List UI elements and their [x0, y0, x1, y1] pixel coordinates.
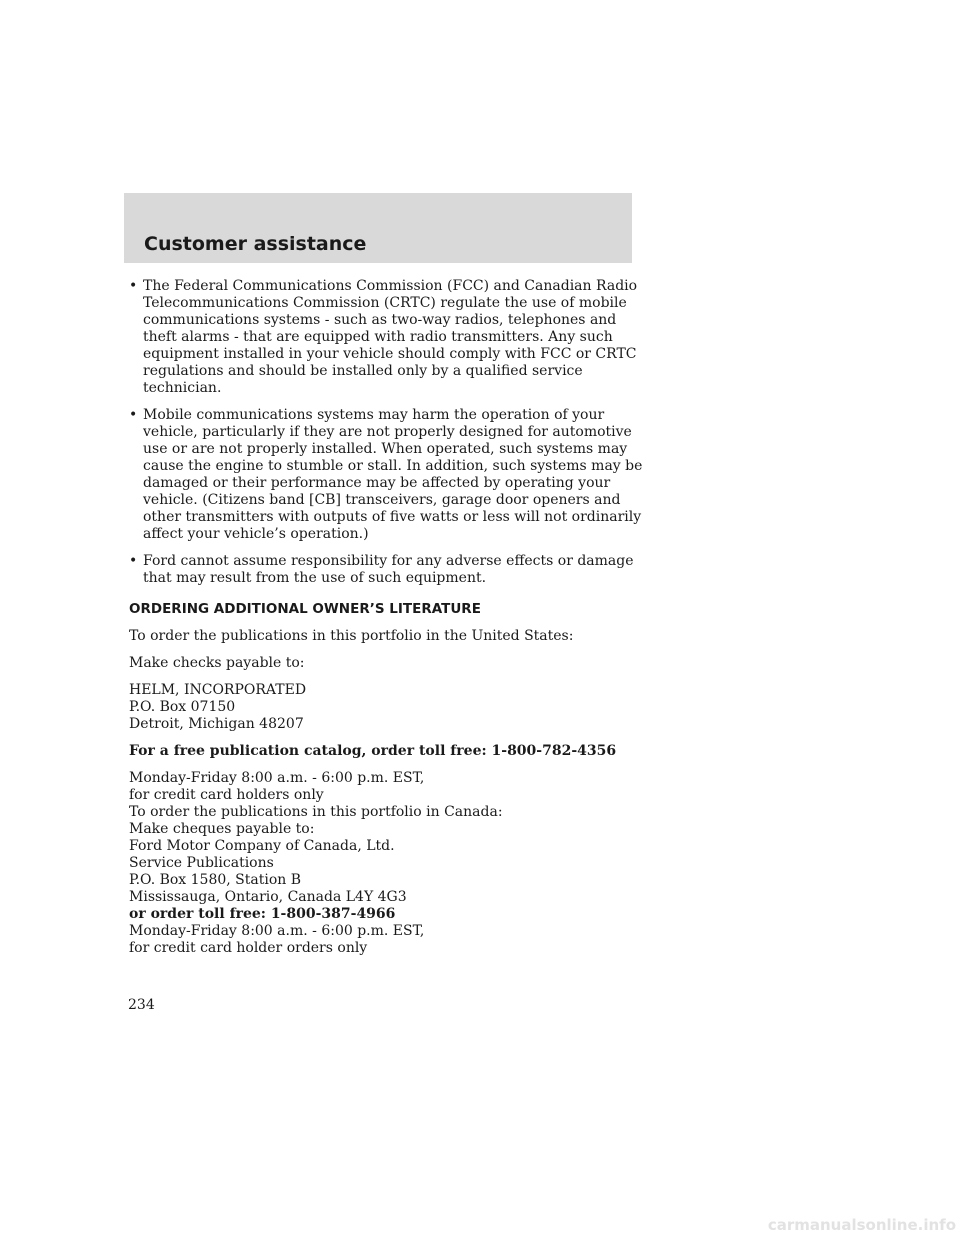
bullet-item: [129, 407, 649, 543]
page-number: 234: [128, 997, 155, 1013]
text-line: Mississauga, Ontario, Canada L4Y 4G3: [129, 889, 407, 905]
text-line: vehicle. (Citizens band [CB] transceivers, garage door openers and: [143, 492, 621, 508]
text-line: Monday-Friday 8:00 a.m. - 6:00 p.m. EST,: [129, 923, 425, 939]
address-line: HELM, INCORPORATED: [129, 682, 307, 698]
text-line: vehicle, particularly if they are not properly designed for automotive: [143, 424, 632, 440]
text-line: damaged or their performance may be affected by operating your: [143, 475, 611, 491]
text-line: The Federal Communications Commission (FCC) and Canadian Radio: [143, 278, 638, 294]
bullet-text: [143, 553, 649, 587]
text-line: Mobile communications systems may harm the operation of your: [143, 407, 605, 423]
text-line: P.O. Box 1580, Station B: [129, 872, 302, 888]
canada-ordering-block: [129, 770, 649, 957]
bullet-text: [143, 407, 649, 543]
text-line: communications systems - such as two-way radios, telephones and: [143, 312, 617, 328]
bullet-item: [129, 553, 649, 587]
canada-phone-line: or order toll free: 1-800-387-4966: [129, 906, 396, 922]
page-title: Customer assistance: [144, 233, 367, 255]
bullet-text: [143, 278, 649, 397]
text-line: theft alarms - that are equipped with radio transmitters. Any such: [143, 329, 613, 345]
section-header-band: [124, 193, 632, 263]
address-line: Detroit, Michigan 48207: [129, 716, 304, 732]
us-address: [129, 682, 649, 733]
text-line: Service Publications: [129, 855, 274, 871]
text-line: that may result from the use of such equipment.: [143, 570, 487, 586]
text-line: regulations and should be installed only by a qualified service: [143, 363, 583, 379]
text-line: Ford cannot assume responsibility for any adverse effects or damage: [143, 553, 634, 569]
text-line: affect your vehicle’s operation.): [143, 526, 369, 542]
text-line: cause the engine to stumble or stall. In addition, such systems may be: [143, 458, 643, 474]
text-line: Telecommunications Commission (CRTC) regulate the use of mobile: [143, 295, 627, 311]
bullet-list: [129, 278, 649, 587]
watermark: carmanualsonline.info: [767, 1216, 956, 1234]
bullet-icon: •: [129, 553, 138, 569]
text-line: Monday-Friday 8:00 a.m. - 6:00 p.m. EST,: [129, 770, 425, 786]
text-line: Make cheques payable to:: [129, 821, 315, 837]
address-line: P.O. Box 07150: [129, 699, 236, 715]
text-line: To order the publications in this portfolio in Canada:: [129, 804, 503, 820]
section-heading: ORDERING ADDITIONAL OWNER’S LITERATURE: [129, 601, 481, 617]
checks-payable-text: Make checks payable to:: [129, 655, 305, 671]
text-line: for credit card holder orders only: [129, 940, 368, 956]
text-line: technician.: [143, 380, 222, 396]
bullet-item: [129, 278, 649, 397]
bullet-icon: •: [129, 278, 138, 294]
text-line: Ford Motor Company of Canada, Ltd.: [129, 838, 395, 854]
text-line: other transmitters with outputs of five watts or less will not ordinarily: [143, 509, 642, 525]
text-line: equipment installed in your vehicle should comply with FCC or CRTC: [143, 346, 637, 362]
page-content: [129, 278, 649, 967]
text-line: use or are not properly installed. When operated, such systems may: [143, 441, 628, 457]
catalog-phone-line: For a free publication catalog, order toll free: 1-800-782-4356: [129, 743, 617, 759]
text-line: for credit card holders only: [129, 787, 324, 803]
bullet-icon: •: [129, 407, 138, 423]
us-intro-text: To order the publications in this portfolio in the United States:: [129, 628, 574, 644]
